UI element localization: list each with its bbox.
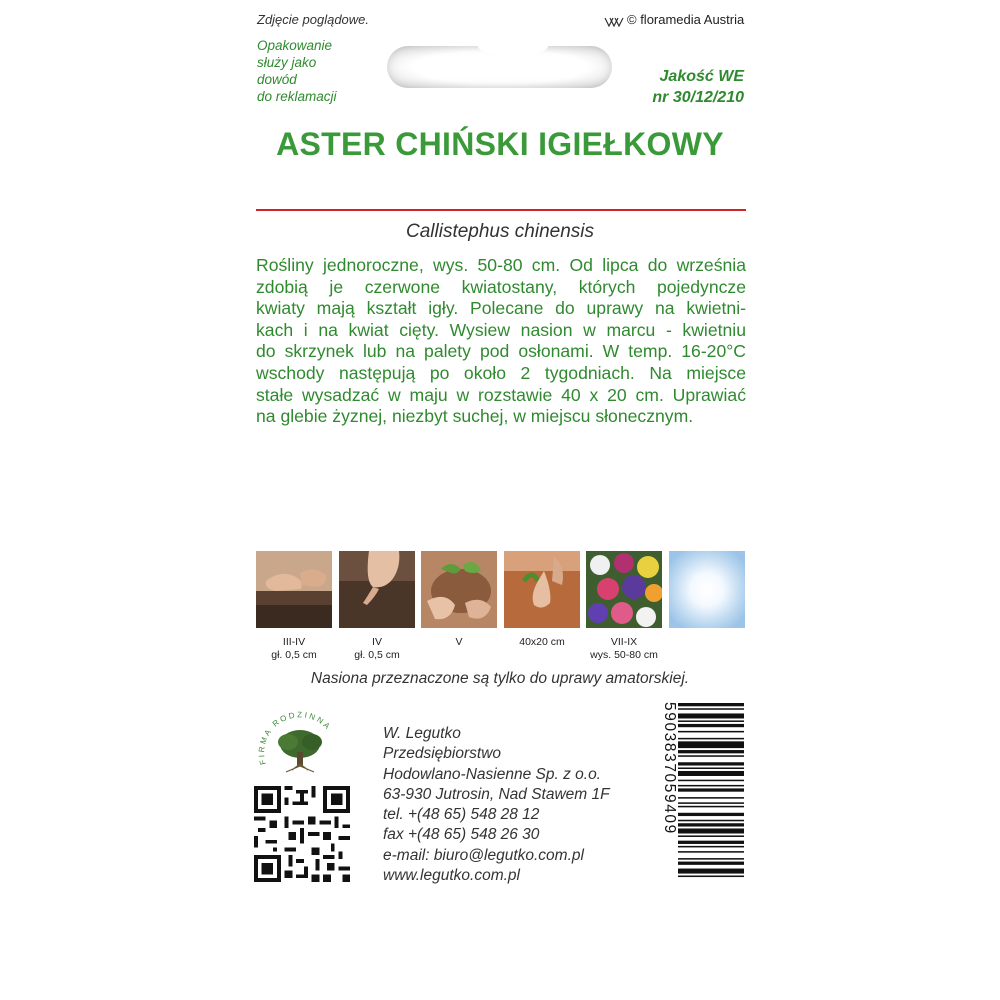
description-line: zdobią je czerwone kwiatostany, których pojedyncze [256, 276, 746, 297]
amateur-use-notice: Nasiona przeznaczone są tylko do uprawy amatorskiej. [310, 670, 690, 687]
step-label [411, 636, 507, 649]
description-line: kach i na kwiat cięty. Wysiew nasion w marcu - kwietniu [256, 319, 746, 340]
barcode-bar [678, 724, 744, 727]
photo-credit-note: Zdjęcie poglądowe. [257, 12, 370, 27]
blank-sticker-area-top [478, 36, 548, 56]
barcode-bar [678, 720, 744, 722]
company-legal-name: Hodowlano-Nasienne Sp. z o.o. [383, 765, 601, 783]
step-period: III-IV [282, 636, 306, 648]
flowers-icon [586, 551, 662, 628]
barcode-bar [678, 708, 744, 710]
company-contact [383, 724, 610, 886]
qr-code [254, 786, 350, 882]
barcode-bar [678, 703, 744, 706]
step-period: 40x20 cm [519, 636, 565, 648]
company-email[interactable]: e-mail: biuro@legutko.com.pl [383, 846, 584, 864]
sowing-tray-icon [256, 551, 332, 628]
barcode-digits-text: 5903837059409 [661, 702, 678, 835]
sun-icon [669, 551, 745, 628]
step-period: VII-IX [610, 636, 638, 648]
description-line: wschody następują po około 2 tygodniach. Na miejsce [256, 362, 746, 383]
barcode-bar [678, 828, 744, 833]
barcode-bar [678, 813, 744, 816]
complaint-line: służy jako [257, 55, 317, 70]
barcode-bar [678, 741, 744, 748]
company-address: 63-930 Jutrosin, Nad Stawem 1F [383, 785, 610, 803]
step-detail: wys. 50-80 cm [590, 649, 658, 661]
barcode-bar [678, 876, 744, 878]
barcode-bar [678, 851, 744, 853]
description-line: na glebie żyznej, niezbyt suchej, w miejscu słonecznym. [256, 406, 694, 427]
step-period: IV [372, 636, 382, 648]
sowing-soil-icon [339, 551, 415, 628]
product-description [256, 255, 746, 428]
product-title: ASTER CHIŃSKI IGIEŁKOWY [276, 126, 724, 162]
planting-out-icon [504, 551, 580, 628]
complaint-line: do reklamacji [257, 89, 337, 104]
barcode-bar [678, 788, 744, 791]
complaint-line: Opakowanie [257, 38, 333, 53]
quality-line: Jakość WE [659, 68, 744, 85]
barcode-bar [678, 846, 744, 848]
barcode-bar [678, 820, 744, 822]
barcode-number [660, 700, 680, 885]
barcode-bar [678, 750, 744, 753]
quality-line: nr 30/12/210 [652, 89, 744, 106]
description-line: Rośliny jednoroczne, wys. 50-80 cm. Od lipca do września [256, 255, 746, 275]
seedling-pot-icon [421, 551, 497, 628]
complaint-line: dowód [257, 72, 297, 87]
barcode-bar [678, 771, 744, 776]
step-detail: gł. 0,5 cm [271, 649, 317, 661]
barcode-bar [678, 755, 744, 757]
barcode-bar [678, 802, 744, 804]
barcode-bar [678, 869, 744, 874]
step-detail: gł. 0,5 cm [354, 649, 400, 661]
barcode-bar [678, 806, 744, 808]
description-line: do skrzynek lub na palety pod osłonami. W temp. 16-20°C [256, 341, 746, 362]
step-period: V [455, 636, 463, 648]
company-type: Przedsiębiorstwo [383, 745, 502, 763]
logo-arc-text: FIRMA RODZINNA [257, 710, 334, 766]
complaint-note [257, 37, 367, 105]
step-label [576, 636, 672, 662]
quality-mark [652, 66, 744, 108]
company-website-link[interactable]: www.legutko.com.pl [383, 867, 520, 885]
description-line: kwiaty mają kształt igły. Polecane do uprawy na kwietni- [256, 298, 746, 319]
step-label [246, 636, 342, 662]
company-phone[interactable]: tel. +(48 65) 548 28 12 [383, 806, 540, 824]
barcode-bar [678, 713, 744, 718]
barcode-bar [678, 738, 744, 740]
copyright-notice [604, 12, 744, 27]
barcode-bar [678, 841, 744, 844]
latin-name: Callistephus chinensis [406, 221, 594, 242]
barcode-bar [678, 858, 744, 860]
barcode-bar [678, 823, 744, 826]
floramedia-logo-icon [604, 15, 624, 25]
barcode-bar [678, 862, 744, 865]
description-line: stałe wysadzać w maju w rozstawie 40 x 20 cm. Uprawiać [256, 384, 746, 405]
barcode-bar [678, 767, 744, 769]
barcode-bar [678, 835, 744, 837]
title-divider [256, 209, 746, 211]
copyright-text: © floramedia Austria [627, 12, 745, 27]
family-firm-logo [256, 702, 340, 780]
company-name: W. Legutko [383, 725, 461, 742]
barcode-bar [678, 785, 744, 787]
barcode-bar [678, 797, 744, 799]
barcode-bar [678, 731, 744, 733]
barcode-bar [678, 780, 744, 782]
barcode-bar [678, 762, 744, 765]
company-fax: fax +(48 65) 548 26 30 [383, 826, 540, 844]
